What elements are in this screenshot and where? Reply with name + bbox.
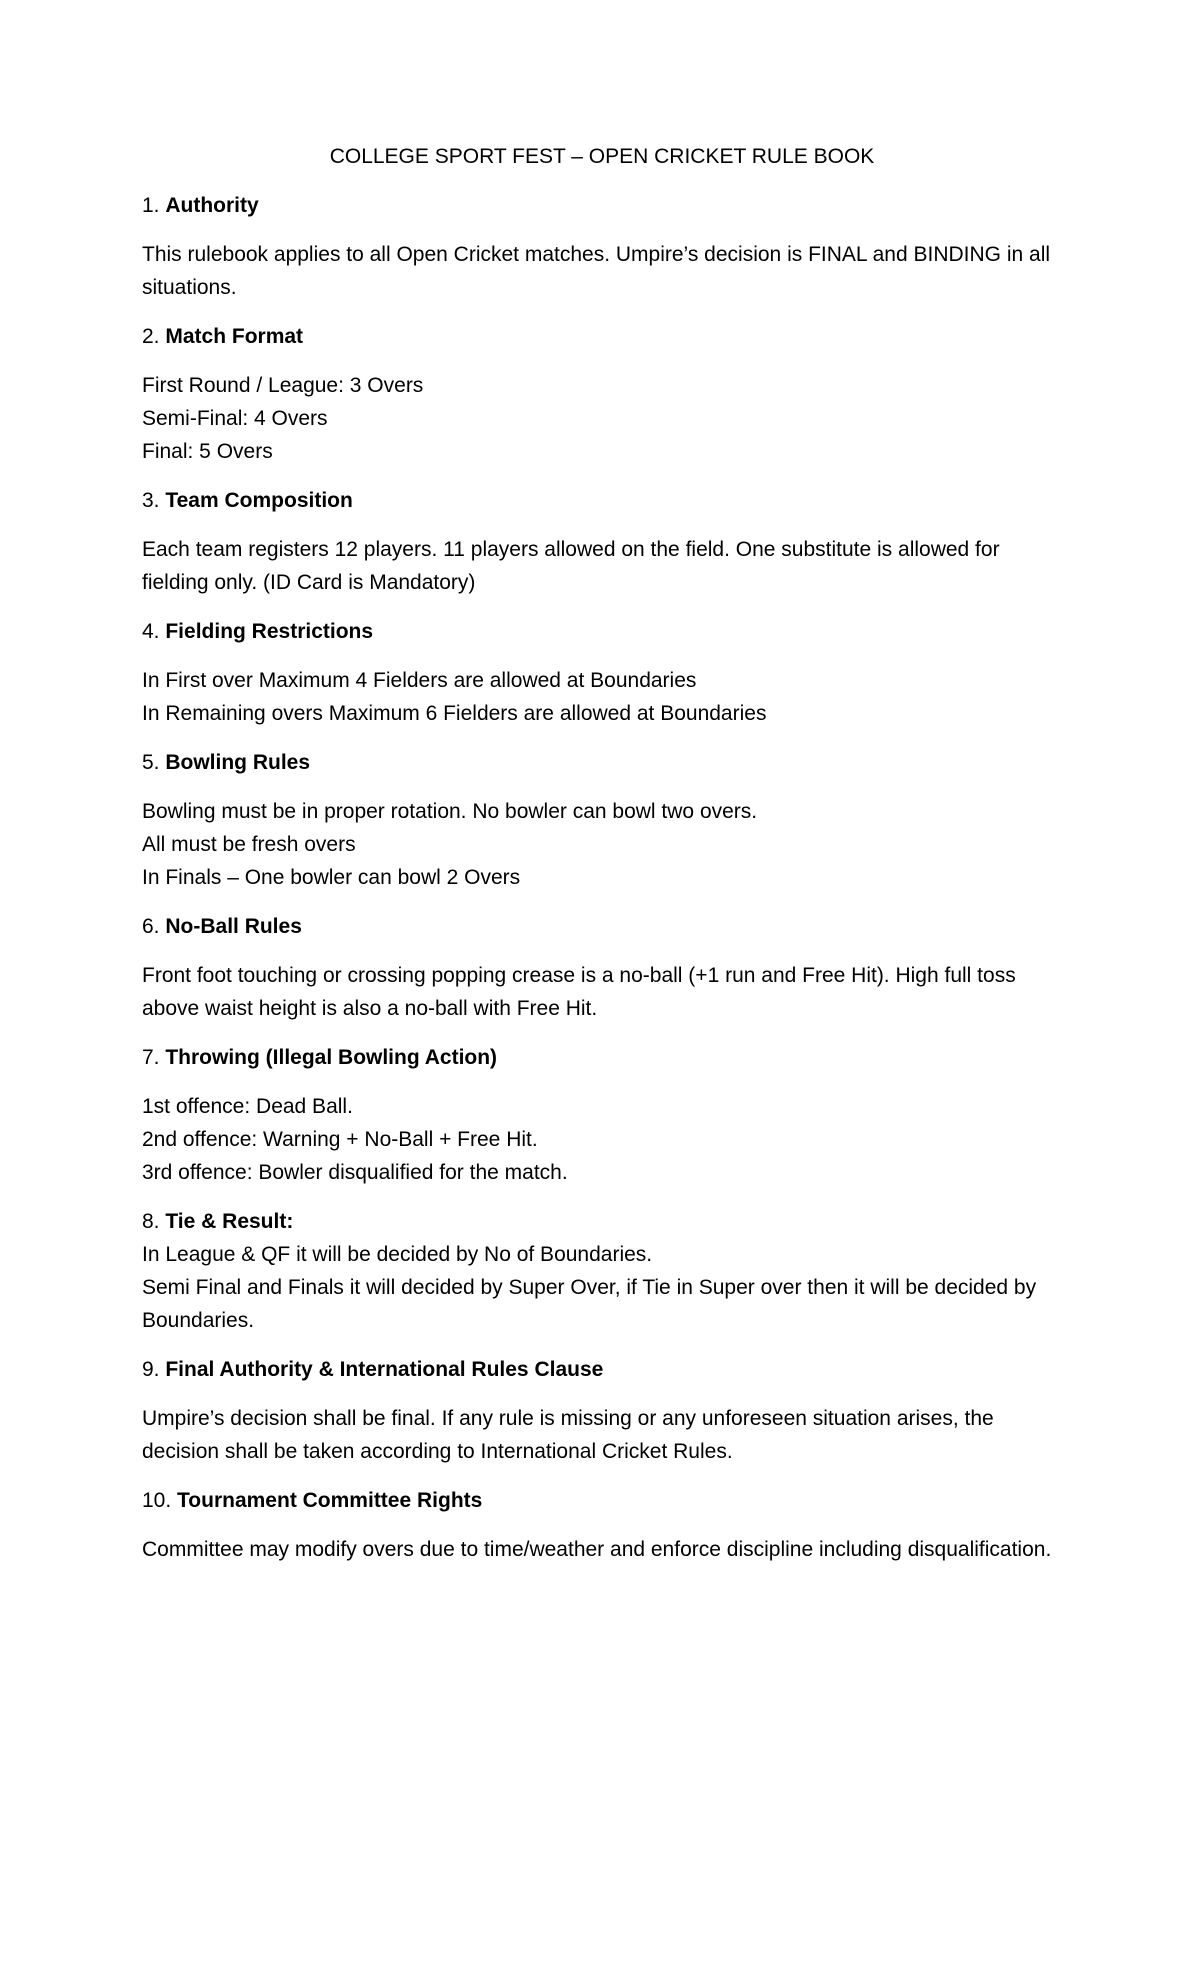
section-body-authority — [142, 238, 1062, 304]
section-body-match-format — [142, 369, 1062, 468]
section-number: 7. — [142, 1046, 166, 1069]
section-title: No-Ball Rules — [165, 915, 302, 938]
section-title: Tournament Committee Rights — [177, 1489, 483, 1512]
rule-line: 2nd offence: Warning + No-Ball + Free Hit. — [142, 1128, 538, 1151]
section-body-committee-rights — [142, 1533, 1062, 1566]
section-heading-no-ball-rules — [142, 910, 1062, 943]
section-heading-bowling-rules — [142, 746, 1062, 779]
section-number: 10. — [142, 1489, 178, 1512]
section-heading-tie-result — [142, 1205, 1062, 1238]
section-number: 8. — [142, 1210, 166, 1233]
rule-line: In Remaining overs Maximum 6 Fielders are allowed at Boundaries — [142, 702, 767, 725]
rule-line: 1st offence: Dead Ball. — [142, 1095, 353, 1118]
section-number: 6. — [142, 915, 166, 938]
section-heading-team-composition — [142, 484, 1062, 517]
rule-book — [142, 140, 1062, 1582]
rule-line: Front foot touching or crossing popping crease is a no-ball (+1 run and Free Hit). High full toss above waist height is also a no-ball with Free Hit. — [142, 964, 1016, 1020]
rule-line: In First over Maximum 4 Fielders are allowed at Boundaries — [142, 669, 697, 692]
section-heading-throwing — [142, 1041, 1062, 1074]
section-title: Final Authority & International Rules Clause — [165, 1358, 604, 1381]
section-title: Throwing (Illegal Bowling Action) — [165, 1046, 498, 1069]
section-heading-fielding-restrictions — [142, 615, 1062, 648]
rule-line: Committee may modify overs due to time/weather and enforce discipline including disqualification. — [142, 1538, 1052, 1561]
rule-line: Semi Final and Finals it will decided by Super Over, if Tie in Super over then it will be decided by Boundaries. — [142, 1276, 1037, 1332]
rule-line: In Finals – One bowler can bowl 2 Overs — [142, 866, 521, 889]
rule-line: This rulebook applies to all Open Cricket matches. Umpire’s decision is FINAL and BINDING in all situations. — [142, 243, 1051, 299]
section-title: Fielding Restrictions — [165, 620, 374, 643]
section-body-throwing — [142, 1090, 1062, 1189]
section-body-no-ball-rules — [142, 959, 1062, 1025]
rule-line: First Round / League: 3 Overs — [142, 374, 424, 397]
section-number: 5. — [142, 751, 166, 774]
section-title: Match Format — [165, 325, 304, 348]
rule-line: In League & QF it will be decided by No of Boundaries. — [142, 1243, 653, 1266]
section-body-fielding-restrictions — [142, 664, 1062, 730]
rule-line: Umpire’s decision shall be final. If any rule is missing or any unforeseen situation arises, the decision shall be taken according to International Cricket Rules. — [142, 1407, 994, 1463]
section-title: Tie & Result: — [165, 1210, 294, 1233]
section-title: Authority — [165, 194, 259, 217]
section-body-bowling-rules — [142, 795, 1062, 894]
rule-line: Final: 5 Overs — [142, 440, 273, 463]
section-number: 2. — [142, 325, 166, 348]
section-number: 1. — [142, 194, 166, 217]
section-body-team-composition — [142, 533, 1062, 599]
section-title: Bowling Rules — [165, 751, 311, 774]
section-number: 9. — [142, 1358, 166, 1381]
rule-line: Each team registers 12 players. 11 players allowed on the field. One substitute is allowed for fielding only. (ID Card is Mandatory) — [142, 538, 1000, 594]
section-heading-committee-rights — [142, 1484, 1062, 1517]
rule-line: Semi-Final: 4 Overs — [142, 407, 328, 430]
section-number: 4. — [142, 620, 166, 643]
rule-line: Bowling must be in proper rotation. No bowler can bowl two overs. — [142, 800, 758, 823]
section-number: 3. — [142, 489, 166, 512]
section-title: Team Composition — [165, 489, 353, 512]
section-heading-authority — [142, 189, 1062, 222]
section-body-final-authority — [142, 1402, 1062, 1468]
section-heading-final-authority — [142, 1353, 1062, 1386]
rule-line: 3rd offence: Bowler disqualified for the match. — [142, 1161, 568, 1184]
section-heading-match-format — [142, 320, 1062, 353]
section-body-tie-result — [142, 1238, 1062, 1337]
document-title: COLLEGE SPORT FEST – OPEN CRICKET RULE BOOK — [329, 145, 875, 168]
rule-line: All must be fresh overs — [142, 833, 356, 856]
